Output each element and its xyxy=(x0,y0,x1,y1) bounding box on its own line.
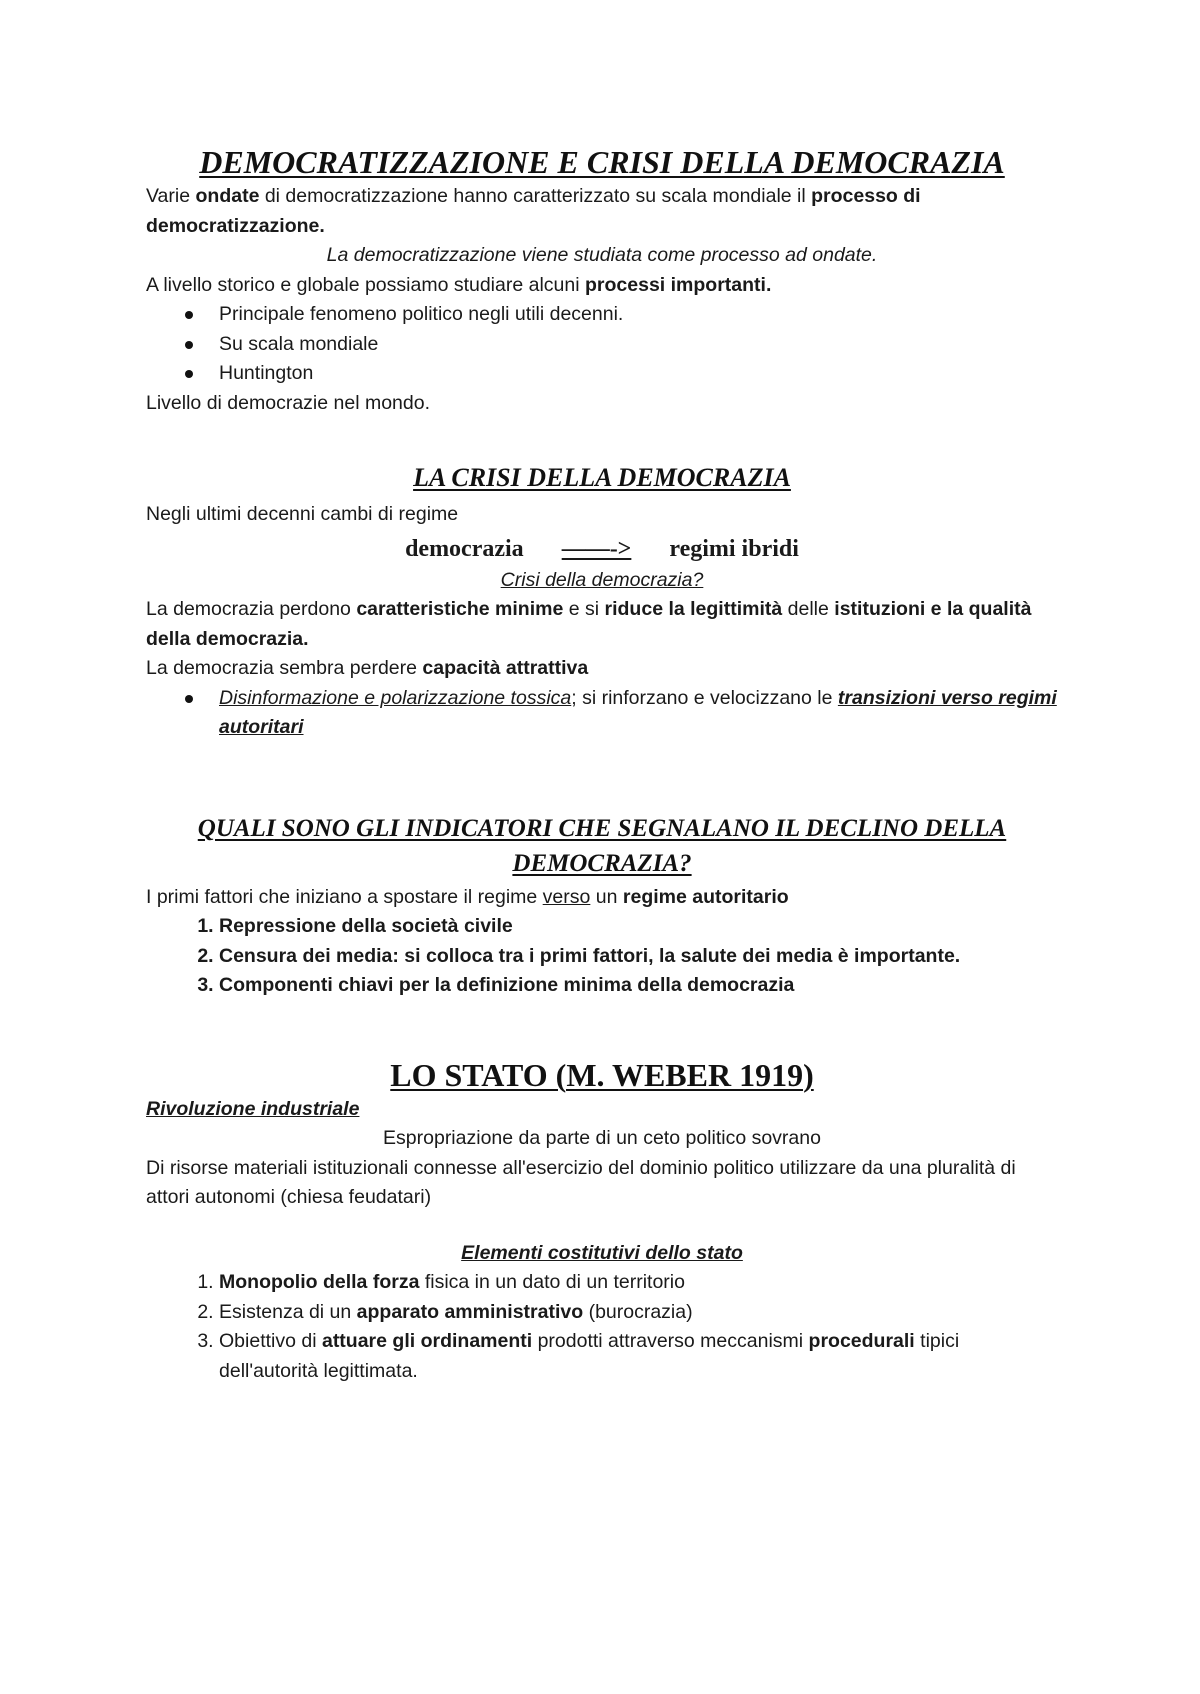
intro-paragraph-1 xyxy=(146,182,1058,241)
section-title-stato: LO STATO (M. WEBER 1919) xyxy=(390,1056,814,1093)
intro-paragraph-4: Livello di democrazie nel mondo. xyxy=(146,391,430,414)
crisi-paragraph-1: Negli ultimi decenni cambi di regime xyxy=(146,503,459,525)
list-item xyxy=(219,1268,1058,1298)
list-item: 1. Repressione della società civile xyxy=(219,912,1058,942)
bold-span: capacità attrattiva xyxy=(422,657,589,679)
section-title-indicatori: QUALI SONO GLI INDICATORI CHE SEGNALANO IL DECLINO DELLA DEMOCRAZIA? xyxy=(197,814,1007,877)
elements-title: Elementi costitutivi dello stato xyxy=(461,1241,743,1264)
transition-from: democrazia xyxy=(405,535,524,562)
intro-paragraph-2: La democratizzazione viene studiata come processo ad ondate. xyxy=(326,244,878,266)
stato-paragraph-1: Espropriazione da parte di un ceto politico sovrano xyxy=(383,1127,821,1149)
indicatori-paragraph xyxy=(146,883,1058,913)
transition-to: regimi ibridi xyxy=(669,535,799,562)
list-item: Su scala mondiale xyxy=(219,330,1058,360)
text-span: La democrazia sembra perdere xyxy=(146,657,423,679)
text-span: delle xyxy=(782,598,835,620)
elements-list xyxy=(146,1268,1058,1386)
bold-span: procedurali xyxy=(808,1330,915,1352)
spacer xyxy=(146,1213,1058,1239)
spacer xyxy=(146,418,1058,440)
list-item: Principale fenomeno politico negli utili decenni. xyxy=(219,300,1058,330)
spacer xyxy=(146,440,1058,460)
bold-span: istituzioni e la qualità della democrazia. xyxy=(146,598,1032,650)
text-span: Varie xyxy=(146,185,196,207)
list-item: 3. Componenti chiavi per la definizione minima della democrazia xyxy=(219,971,1058,1001)
bold-span: attuare gli ordinamenti xyxy=(321,1330,533,1352)
bold-processi: processi importanti. xyxy=(585,273,772,296)
text-span: prodotti attraverso meccanismi xyxy=(532,1330,809,1352)
text-span: e si xyxy=(563,598,605,620)
crisi-bullet-list xyxy=(146,684,1058,743)
bold-span: regime autoritario xyxy=(622,885,789,908)
italic-underlined-span: Disinformazione e polarizzazione tossica xyxy=(219,686,572,709)
intro-bullet-list xyxy=(146,300,1058,389)
bold-span: Monopolio della forza xyxy=(219,1271,420,1293)
spacer xyxy=(146,743,1058,797)
bold-ondate: ondate xyxy=(195,185,260,207)
crisi-paragraph-3 xyxy=(146,654,1058,684)
text-span: (burocrazia) xyxy=(583,1300,693,1323)
spacer xyxy=(146,1001,1058,1055)
underlined-span: verso xyxy=(542,885,591,908)
spacer xyxy=(146,797,1058,811)
stato-paragraph-2: Di risorse materiali istituzionali connesse all'esercizio del dominio politico utilizzare da una pluralità di attori autonomi (chiesa feudatari) xyxy=(146,1156,1016,1208)
stato-subtitle: Rivoluzione industriale xyxy=(146,1097,360,1120)
list-item: Huntington xyxy=(219,359,1058,389)
arrow: ——-> xyxy=(561,535,632,562)
text-span: La democrazia perdono xyxy=(146,598,357,620)
regime-transition-line xyxy=(146,532,1058,566)
text-span: tipici dell'autorità legittimata. xyxy=(219,1330,960,1382)
list-item xyxy=(219,1298,1058,1328)
indicatori-list xyxy=(146,912,1058,1001)
bold-span: apparato amministrativo xyxy=(356,1300,584,1323)
text-span: un xyxy=(590,885,623,908)
text-span: ; si rinforzano e velocizzano le xyxy=(571,686,838,709)
crisi-question: Crisi della democrazia? xyxy=(500,568,704,591)
text-span: A livello storico e globale possiamo studiare alcuni xyxy=(146,273,585,296)
list-item xyxy=(219,1327,1058,1386)
bold-span: riduce la legittimità xyxy=(604,598,783,620)
main-title: DEMOCRATIZZAZIONE E CRISI DELLA DEMOCRAZIA xyxy=(199,144,1005,180)
bold-processo: processo di democratizzazione. xyxy=(146,185,921,237)
bold-italic-underlined-span: transizioni verso regimi autoritari xyxy=(219,686,1057,738)
text-span: di democratizzazione hanno caratterizzato su scala mondiale il xyxy=(259,185,812,207)
list-item: 2. Censura dei media: si colloca tra i primi fattori, la salute dei media è importante. xyxy=(219,942,1058,972)
text-span: Obiettivo di xyxy=(219,1330,322,1352)
list-item xyxy=(219,684,1058,743)
text-span: Esistenza di un xyxy=(219,1300,357,1323)
text-span: I primi fattori che iniziano a spostare il regime xyxy=(146,885,543,908)
crisi-paragraph-2 xyxy=(146,595,1058,654)
text-span: fisica in un dato di un territorio xyxy=(419,1271,685,1293)
section-title-crisi: LA CRISI DELLA DEMOCRAZIA xyxy=(413,463,791,492)
intro-paragraph-3 xyxy=(146,271,1058,301)
bold-span: caratteristiche minime xyxy=(356,598,564,620)
